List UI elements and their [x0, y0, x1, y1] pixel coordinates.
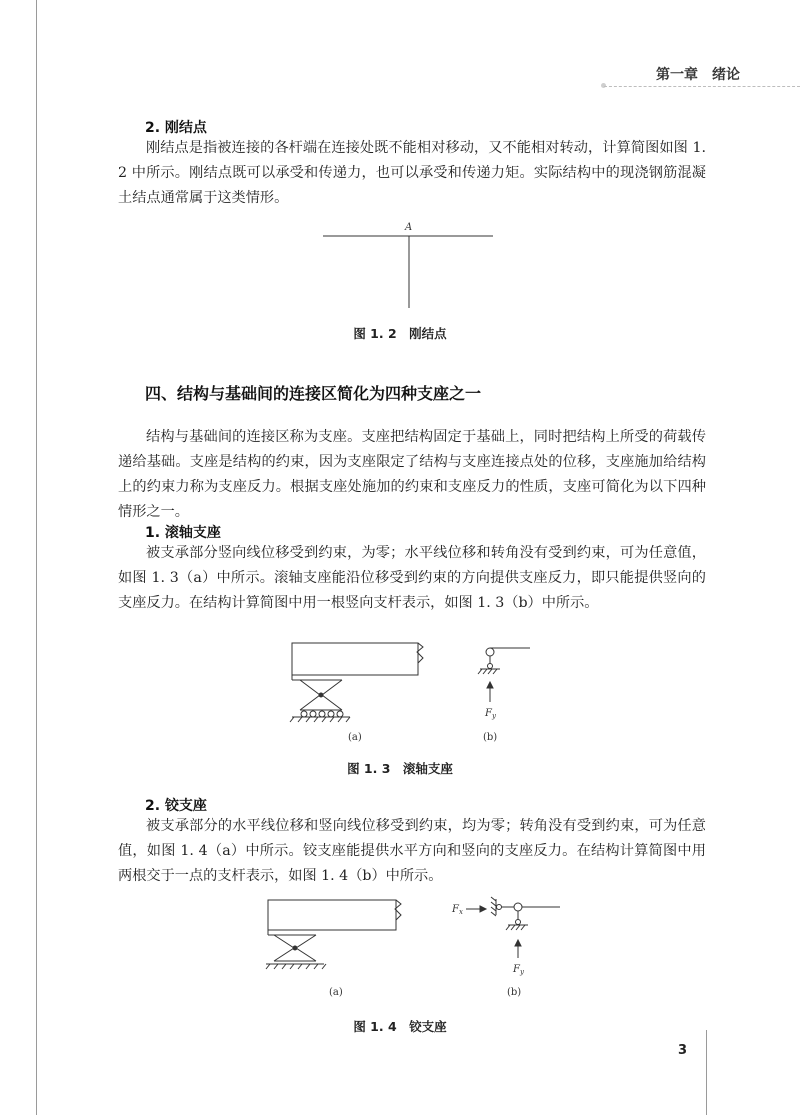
paragraph-rigid-joint: 刚结点是指被连接的各杆端在连接处既不能相对移动，又不能相对转动，计算简图如图 1. 2 中所示。刚结点既可以承受和传递力，也可以承受和传递力矩。实际结构中的现浇钢筋混凝土结点通常属于这类情形。	[118, 140, 706, 206]
page-frame-right	[706, 1030, 707, 1115]
figure-1-3b-force-label: $F_y$	[485, 708, 496, 720]
caption-figure-1-4: 图 1. 4 铰支座	[353, 1019, 447, 1034]
figure-1-4a-structure	[266, 900, 401, 969]
running-head: 第一章 绪论	[656, 67, 740, 83]
caption-figure-1-2: 图 1. 2 刚结点	[353, 326, 447, 341]
section-title-rigid-joint: 2. 刚结点	[145, 120, 207, 136]
figure-1-4b-force-x-label: $F_x$	[452, 904, 463, 916]
section-title-hinge: 2. 铰支座	[145, 798, 207, 814]
paragraph-hinge: 被支承部分的水平线位移和竖向线位移受到约束，均为零；转角没有受到约束，可为任意值，如图 1. 4（a）中所示。铰支座能提供水平方向和竖向的支座反力。在结构计算简图中用两根交于一点的支杆表示，如图 1. 4（b）中所示。	[118, 818, 706, 884]
running-head-rule	[604, 86, 800, 87]
figure-1-4b-label: (b)	[507, 987, 522, 998]
figure-1-4b-force-y-label: $F_y$	[513, 964, 524, 976]
figure-1-3-roller-support	[280, 640, 540, 745]
paragraph-support-intro: 结构与基础间的连接区称为支座。支座把结构固定于基础上，同时把结构上所受的荷载传递给基础。支座是结构的约束，因为支座限定了结构与支座连接点处的位移，支座施加给结构上的约束力称为支座反力。根据支座处施加的约束和支座反力的性质，支座可简化为以下四种情形之一。	[118, 429, 706, 520]
figure-1-4-hinge-support	[262, 896, 562, 1001]
figure-1-2-rigid-joint	[320, 218, 500, 313]
caption-figure-1-3: 图 1. 3 滚轴支座	[347, 761, 453, 776]
page-number: 3	[678, 1043, 688, 1058]
figure-1-2-joint-label: A	[405, 222, 413, 233]
figure-1-4a-label: (a)	[329, 987, 343, 998]
figure-1-4b-schematic	[466, 897, 560, 958]
figure-1-3b-schematic	[478, 648, 530, 702]
section-title-roller: 1. 滚轴支座	[145, 525, 221, 541]
figure-1-3a-structure	[290, 643, 423, 722]
section-heading-four: 四、结构与基础间的连接区简化为四种支座之一	[145, 384, 482, 403]
figure-1-3b-label: (b)	[483, 732, 498, 743]
paragraph-roller: 被支承部分竖向线位移受到约束，为零；水平线位移和转角没有受到约束，可为任意值，如图 1. 3（a）中所示。滚轴支座能沿位移受到约束的方向提供支座反力，即只能提供竖向的支座反力。在结构计算简图中用一根竖向支杆表示，如图 1. 3（b）中所示。	[118, 545, 706, 611]
figure-1-3a-label: (a)	[348, 732, 362, 743]
page-frame-left	[36, 0, 37, 1115]
